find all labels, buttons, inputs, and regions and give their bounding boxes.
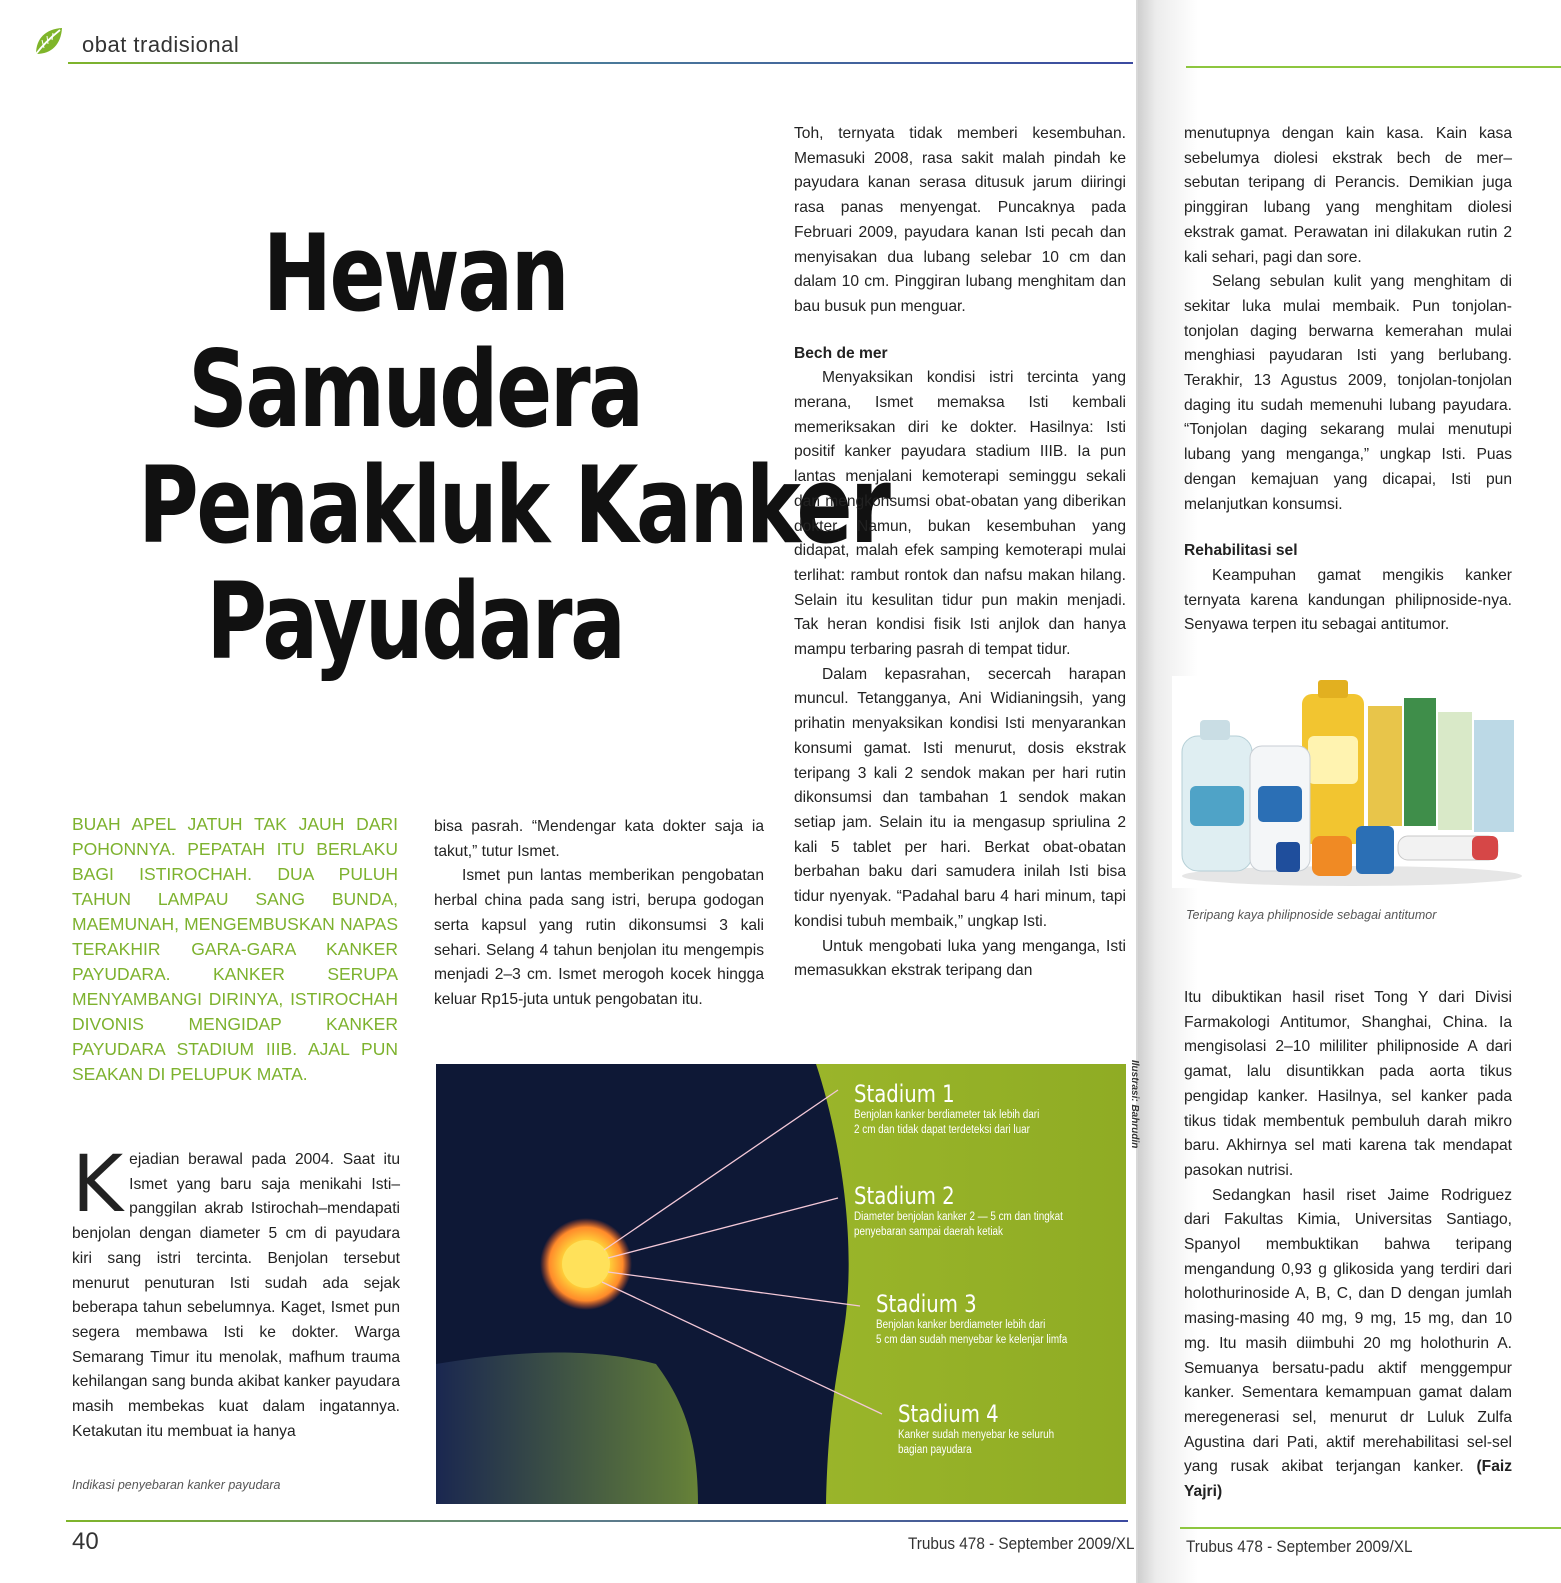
- footer-rule: [66, 1520, 1128, 1522]
- body-paragraph: [72, 1140, 400, 1444]
- body-paragraph: Ismet pun lantas memberikan pengobatan herbal china pada sang istri, berupa godogan serta kapsul yang rutin dikonsumsi 3 kali sehari. Selang 4 tahun benjolan itu mengempis menjadi 2–3 cm. Ismet merogoh kocek hingga keluar Rp15-juta untuk pengobatan itu.: [434, 867, 764, 1008]
- footer-rule-right: [1180, 1527, 1561, 1529]
- leaf-icon: [30, 24, 66, 60]
- illustration-caption: Indikasi penyebaran kanker payudara: [72, 1478, 281, 1492]
- cancer-stage-illustration: [436, 1064, 1126, 1504]
- drop-cap: K: [72, 1140, 124, 1230]
- body-column-4: [1184, 122, 1512, 638]
- body-column-5: [1184, 986, 1512, 1505]
- section-label: obat tradisional: [82, 32, 240, 57]
- headline-line: Payudara: [206, 560, 624, 683]
- page-gutter: [1136, 0, 1138, 1583]
- article-lead: BUAH APEL JATUH TAK JAUH DARI POHONNYA. PEPATAH ITU BERLAKU BAGI ISTIROCHAH. DUA PULUH TAHUN LAMPAU SANG BUNDA, MAEMUNAH, MENGEMBUSKAN NAPAS TERAKHIR GARA-GARA KANKER PAYUDARA. KANKER SERUPA MENYAMBANGI DIRINYA, ISTIROCHAH DIVONIS MENGIDAP KANKER PAYUDARA STADIUM IIIB. AJAL PUN SEAKAN DI PELUPUK MATA.: [72, 814, 398, 1084]
- issue-label-right: Trubus 478 - September 2009/XL: [1186, 1537, 1413, 1556]
- stage-description: bagian payudara: [898, 1444, 972, 1456]
- body-paragraph: Toh, ternyata tidak memberi kesembuhan. Memasuki 2008, rasa sakit malah pindah ke payudara kanan serasa ditusuk jarum diiringi rasa panas menyengat. Puncaknya pada Februari 2009, payudara kanan Isti pecah dan menyisakan dua lubang selebar 10 cm dan dalam 10 cm. Pinggiran lubang menghitam dan bau busuk pun menguar.: [794, 125, 1126, 315]
- stage-description: Benjolan kanker berdiameter lebih dari: [876, 1319, 1046, 1331]
- stage-description: 2 cm dan tidak dapat terdeteksi dari luar: [854, 1124, 1030, 1136]
- subheading: Bech de mer: [794, 344, 888, 362]
- body-column-2: [434, 815, 764, 1013]
- stage-description: Kanker sudah menyebar ke seluruh: [898, 1429, 1055, 1441]
- illustration-credit: [1128, 1060, 1142, 1180]
- header-rule: [68, 62, 1133, 64]
- body-paragraph: menutupnya dengan kain kasa. Kain kasa sebelumya diolesi ekstrak bech de mer–sebutan teripang di Perancis. Demikian juga pinggiran lubang yang menghitam diolesi ekstrak gamat. Perawatan ini dilakukan rutin 2 kali sehari, pagi dan sore.: [1184, 125, 1512, 266]
- headline-line: Samudera: [188, 328, 642, 451]
- body-paragraph: Itu dibuktikan hasil riset Tong Y dari Divisi Farmakologi Antitumor, Shanghai, China. Ia mengisolasi 2–10 mililiter philipnoside A dari gamat, lalu disuntikkan pada aorta tikus pengidap kanker. Hasilnya, sel kanker pada tikus tidak membentuk pembuluh darah mikro baru. Akhirnya sel mati karena tak mendapat pasokan nutrisi.: [1184, 989, 1512, 1179]
- tumor-core: [562, 1240, 610, 1288]
- header-rule-right: [1186, 66, 1561, 68]
- product-photo: [1172, 676, 1530, 888]
- credit-text: Ilustrasi: Bahrudin: [1129, 1060, 1140, 1149]
- paragraph-text: Sedangkan hasil riset Jaime Rodriguez dari Fakultas Kimia, Universitas Santiago, Spanyol membuktikan bahwa teripang mengandung 0,93 g glikosida yang terdiri dari holothurinoside A, B, C, dan D dengan jumlah masing-masing 40 mg, 9 mg, 15 mg, dan 10 mg. Itu masih diimbuhi 20 mg holothurin A. Semuanya bersatu-padu aktif menggempur kanker. Sementara kemampuan gamat dalam meregenerasi sel, menurut dr Luluk Zulfa Agustina dari Pati, aktif merehabilitasi sel-sel yang rusak akibat terjangan kanker.: [1184, 1186, 1512, 1476]
- stage-description: Diameter benjolan kanker 2 — 5 cm dan tingkat: [854, 1211, 1063, 1223]
- body-paragraph: Keampuhan gamat mengikis kanker ternyata karena kandungan philipnoside-nya. Senyawa terpen itu sebagai antitumor.: [1184, 566, 1512, 634]
- stage-description: Benjolan kanker berdiameter tak lebih dari: [854, 1109, 1040, 1121]
- issue-label-left: Trubus 478 - September 2009/XL: [908, 1534, 1135, 1553]
- headline-line: Hewan: [262, 212, 568, 335]
- stage-description: 5 cm dan sudah menyebar ke kelenjar limfa: [876, 1334, 1068, 1346]
- stage-title: Stadium 3: [876, 1290, 977, 1318]
- stage-title: Stadium 4: [898, 1400, 999, 1428]
- page-number: 40: [72, 1528, 99, 1555]
- photo-caption: Teripang kaya philipnoside sebagai antitumor: [1186, 908, 1437, 922]
- body-column-3: [794, 122, 1126, 984]
- stage-4-label: [898, 1400, 1080, 1458]
- stage-description: penyebaran sampai daerah ketiak: [854, 1226, 1004, 1238]
- stage-title: Stadium 2: [854, 1182, 955, 1210]
- stage-3-label: [876, 1290, 1098, 1348]
- body-paragraph: Dalam kepasrahan, secercah harapan muncul. Tetangganya, Ani Widianingsih, yang prihatin menyaksikan kondisi Isti menyarankan konsumi gamat. Isti menurut, dosis ekstrak teripang 3 kali 2 sendok makan per hari rutin dikonsumsi dan tambahan 1 sendok makan setiap jam. Selain itu ia mengasup spriulina 2 kali 5 tablet per hari. Berkat obat-obatan berbahan baku dari samudera inilah Isti bisa tidur nyenyak. “Padahal baru 4 hari minum, tapi kondisi tubuh membaik,” ungkap Isti.: [794, 665, 1126, 930]
- subheading: Rehabilitasi sel: [1184, 542, 1298, 560]
- byline: (Faiz Yajri): [1184, 1458, 1513, 1501]
- paragraph-text: ejadian berawal pada 2004. Saat itu Ismet yang baru saja menikahi Isti–panggilan akrab Istirochah–mendapati benjolan dengan diameter 5 cm di payudara kiri sang istri tercinta. Benjolan tersebut menurut penuturan Isti sudah ada sejak beberapa tahun sebelumnya. Kaget, Ismet pun segera membawa Isti ke dokter. Warga Semarang Timur itu menolak, mafhum trauma kehilangan sang bunda akibat kanker payudara masih membekas kuat dalam ingatannya. Ketakutan itu membuat ia hanya: [72, 1151, 400, 1440]
- stage-1-label: [854, 1080, 1069, 1138]
- body-column-1: [72, 1140, 400, 1444]
- body-paragraph: Untuk mengobati luka yang menganga, Isti memasukkan ekstrak teripang dan: [794, 937, 1126, 980]
- headline-line: Penakluk Kanker: [138, 444, 889, 567]
- body-paragraph: bisa pasrah. “Mendengar kata dokter saja ia takut,” tutur Ismet.: [434, 818, 764, 860]
- body-paragraph: Menyaksikan kondisi istri tercinta yang merana, Ismet memaksa Isti kembali memeriksakan diri ke dokter. Hasilnya: Isti positif kanker payudara stadium IIIB. Ia pun lantas menjalani kemoterapi seminggu sekali dan mengkonsumsi obat-obatan yang diberikan dokter. Namun, bukan kesembuhan yang didapat, malah efek samping kemoterapi mulai terlihat: rambut rontok dan nafsu makan hilang. Selain itu kesulitan tidur pun makin menjadi. Tak heran kondisi fisik Isti anjlok dan hanya mampu terbaring pasrah di tempat tidur.: [794, 369, 1126, 659]
- body-paragraph: [1184, 1184, 1512, 1505]
- stage-2-label: [854, 1182, 1097, 1240]
- stage-title: Stadium 1: [854, 1080, 955, 1108]
- body-paragraph: Selang sebulan kulit yang menghitam di sekitar luka mulai membaik. Pun tonjolan-tonjolan daging berwarna kemerahan mulai menghiasi payudaran Isti yang berlubang. Terakhir, 13 Agustus 2009, tonjolan-tonjolan daging itu sudah memenuhi lubang payudara. “Tonjolan daging sekarang mulai menutupi lubang yang menganga,” ungkap Isti. Puas dengan kemajuan yang dicapai, Isti pun melanjutkan konsumsi.: [1184, 273, 1512, 513]
